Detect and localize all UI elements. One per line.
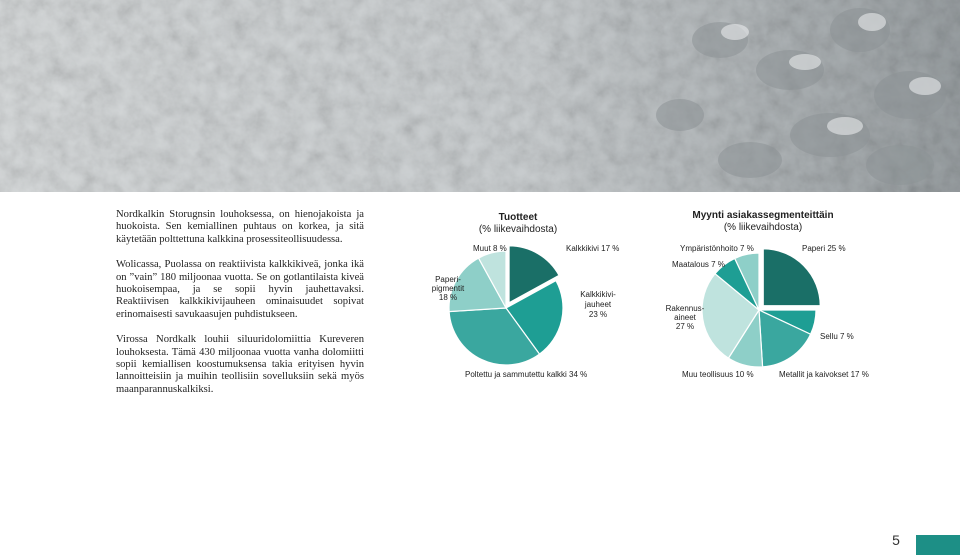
paragraph-kurevere: Virossa Nordkalk louhii siluuridolomiittia Kureveren louhoksesta. Tämä 430 miljoonaa vuotta vanha dolomiitti sopii kemiallisen koostumuksensa takia erityisen hyvin lannoitteisiin ja muihin teollisiin sovelluksiin sekä myös maanparannuskalkiksi. xyxy=(116,334,364,395)
chart-products-subtitle: (% liikevaihdosta) xyxy=(478,224,558,235)
chart-segments-subtitle: (% liikevaihdosta) xyxy=(723,222,803,233)
svg-text:aineet: aineet xyxy=(674,313,696,322)
paragraph-wolica: Wolicassa, Puolassa on reaktiivista kalkkikiveä, jonka ikä on ”vain” 180 miljoonaa vuotta. Se on gotlantilaista kiveä huokoisempaa, ja se sopii hyvin jauhettavaksi. Reaktiivisen kalkkikivijauheen ominaisuudet sopivat erinomaisesti savukaasujen puhdistukseen. xyxy=(116,259,364,320)
chart-segments-title: Myynti asiakassegmenteittäin xyxy=(692,210,834,221)
slice-label-sellu: Sellu 7 % xyxy=(820,332,854,341)
page-number: 5 xyxy=(892,532,900,548)
svg-text:18 %: 18 % xyxy=(438,293,458,302)
svg-text:Kalkkikivi-: Kalkkikivi- xyxy=(580,290,616,299)
slice-label-kalkkikivijauheet xyxy=(580,290,616,319)
slice-label-rakennusaineet xyxy=(666,304,705,331)
slice-label-muut: Muut 8 % xyxy=(473,244,507,253)
page-tab-accent xyxy=(916,535,960,555)
paragraph-storugns: Nordkalkin Storugnsin louhoksessa, on hienojakoista ja huokoista. Sen kemiallinen puhtaus on korkea, ja sitä käytetään polttettuna kalkkina prosessiteollisuudessa. xyxy=(116,209,364,245)
svg-text:pigmentit: pigmentit xyxy=(431,284,465,293)
svg-text:27 %: 27 % xyxy=(675,322,695,331)
slice-label-maatalous: Maatalous 7 % xyxy=(672,260,725,269)
slice-label-metallit: Metallit ja kaivokset 17 % xyxy=(779,370,869,379)
svg-text:jauheet: jauheet xyxy=(584,300,612,309)
slice-label-ymparistonhoito: Ympäristönhoito 7 % xyxy=(680,244,754,253)
svg-text:Paperi-: Paperi- xyxy=(435,275,461,284)
slice-label-poltettu-kalkki: Poltettu ja sammutettu kalkki 34 % xyxy=(465,370,588,379)
svg-text:23 %: 23 % xyxy=(588,310,608,319)
svg-text:Rakennus-: Rakennus- xyxy=(665,304,705,313)
slice-label-muu-teollisuus: Muu teollisuus 10 % xyxy=(682,370,754,379)
chart-segments xyxy=(666,210,869,379)
segments-slice-0 xyxy=(763,249,820,306)
chart-products xyxy=(432,212,620,379)
chart-products-title: Tuotteet xyxy=(498,212,538,223)
slice-label-paperi: Paperi 25 % xyxy=(802,244,846,253)
slice-label-kalkkikivi: Kalkkikivi 17 % xyxy=(566,244,620,253)
chart-products-slices xyxy=(449,246,563,365)
